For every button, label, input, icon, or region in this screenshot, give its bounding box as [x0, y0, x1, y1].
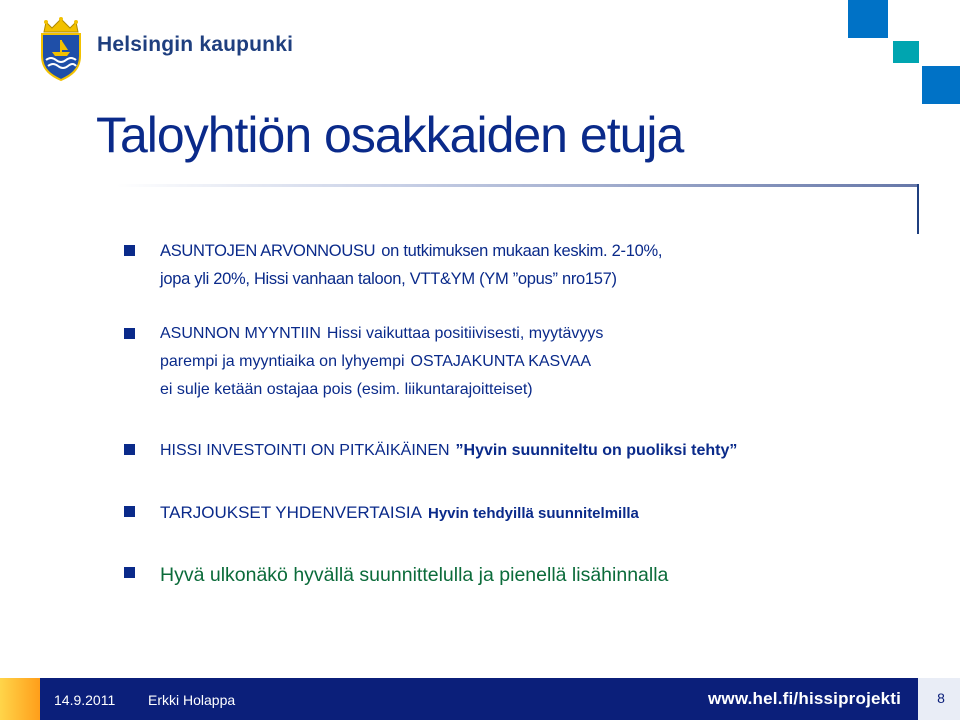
bullet-heading: TARJOUKSET YHDENVERTAISIA — [160, 503, 422, 522]
title-divider — [117, 184, 919, 187]
bullet-text: Hyvä ulkonäkö hyvällä suunnittelulla ja pienellä lisähinnalla — [160, 564, 669, 586]
title-divider-tick — [917, 184, 919, 234]
bullet-heading: ASUNTOJEN ARVONNOUSU — [160, 242, 376, 260]
bullet-item — [160, 437, 880, 465]
bullet-text: Hyvin tehdyillä suunnitelmilla — [428, 505, 639, 522]
bullet-text: parempi ja myyntiaika on lyhyempi — [160, 353, 405, 370]
bullet-text: on tutkimuksen mukaan keskim. 2-10%, — [381, 242, 663, 260]
bullet-text: ei sulje ketään ostajaa pois (esim. liikuntarajoitteiset) — [160, 381, 533, 398]
footer-accent — [0, 678, 40, 720]
bullet-line — [160, 237, 880, 265]
footer-date: 14.9.2011 — [54, 692, 116, 708]
bullet-line — [160, 348, 880, 376]
bullet-item — [160, 320, 880, 404]
decorative-square-blue-small — [922, 66, 960, 104]
footer-url: www.hel.fi/hissiprojekti — [708, 689, 902, 708]
bullet-item — [160, 237, 880, 293]
bullet-item — [160, 499, 880, 528]
bullet-heading: HISSI INVESTOINTI ON PITKÄIKÄINEN — [160, 442, 450, 459]
footer-author: Erkki Holappa — [148, 692, 236, 708]
bullet-marker — [124, 567, 135, 578]
bullet-text: jopa yli 20%, Hissi vanhaan taloon, VTT&YM (YM ”opus” nro157) — [160, 270, 617, 288]
bullet-line — [160, 320, 880, 348]
page-number: 8 — [937, 690, 945, 706]
bullet-heading: ASUNNON MYYNTIIN — [160, 325, 321, 342]
slide-title: Taloyhtiön osakkaiden etuja — [96, 107, 684, 163]
decorative-square-teal — [893, 41, 919, 63]
bullet-item — [160, 561, 880, 589]
organization-name: Helsingin kaupunki — [97, 33, 294, 56]
bullet-heading: OSTAJAKUNTA KASVAA — [410, 353, 592, 370]
bullet-marker — [124, 444, 135, 455]
bullet-marker — [124, 328, 135, 339]
decorative-square-blue — [848, 0, 888, 38]
bullet-marker — [124, 245, 135, 256]
helsinki-coat-of-arms-icon — [36, 16, 86, 82]
bullet-text: Hissi vaikuttaa positiivisesti, myytävyys — [326, 325, 604, 342]
bullet-marker — [124, 506, 135, 517]
bullet-text: ”Hyvin suunniteltu on puoliksi tehty” — [455, 442, 738, 459]
